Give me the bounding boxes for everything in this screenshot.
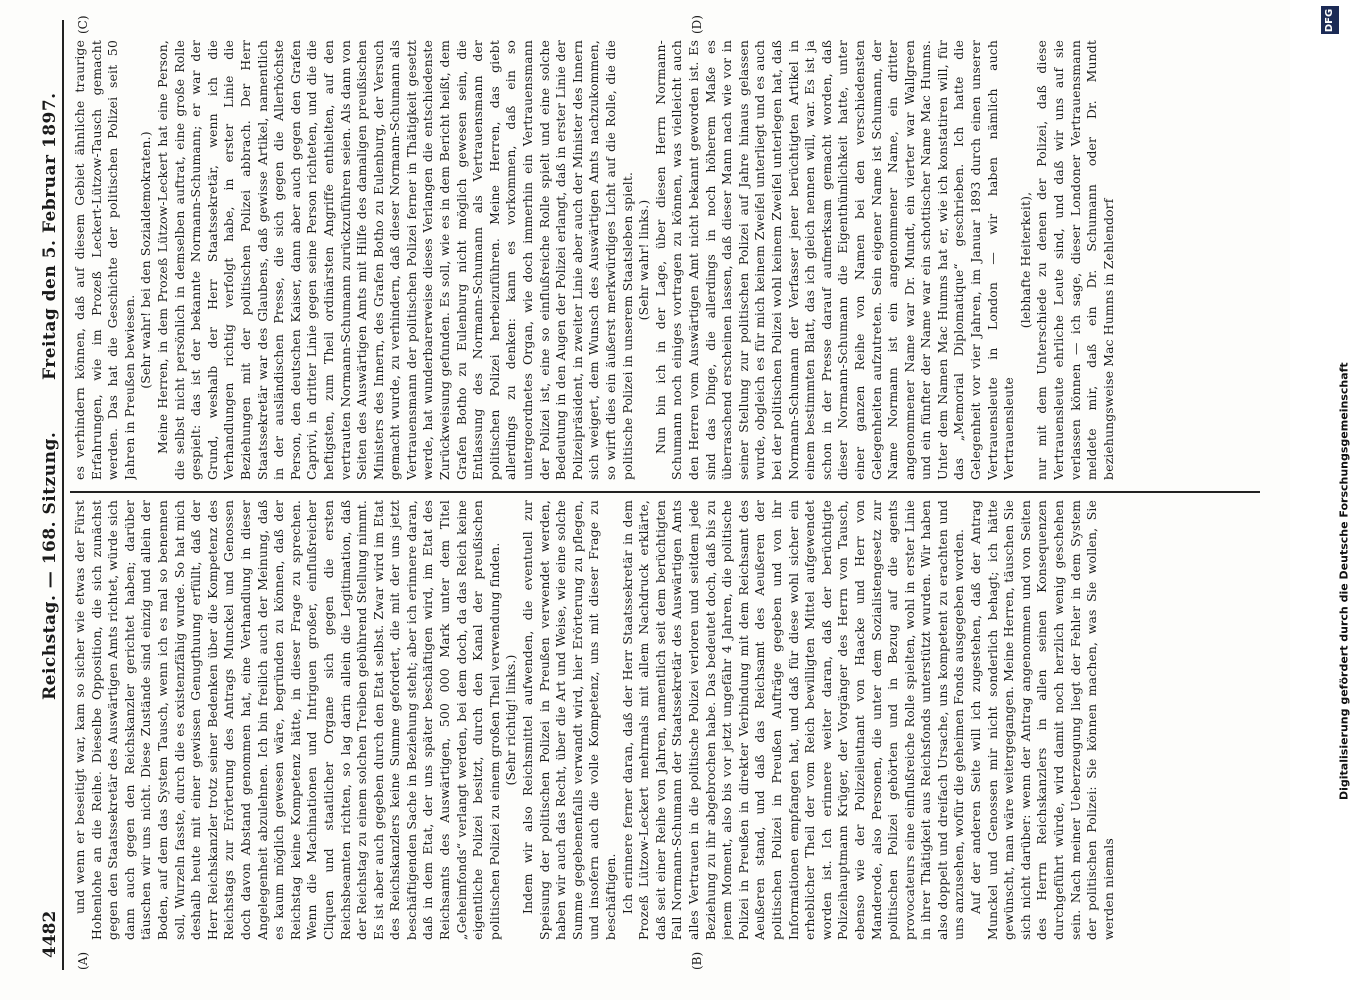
session-date: Freitag den 5. Februar 1897. bbox=[40, 92, 60, 380]
interjection: (lebhafte Heiterkeit), bbox=[1017, 191, 1033, 329]
paragraph: Ich erinnere ferner daran, daß der Herr Staatssekretär in dem Prozeß Lützow-Leckert mehrmals mit allem Nachdruck erklärte, daß seit einer Reihe von Jahren, namentlich seit dem berüchtigten Fall Normann-Schumann der Staatssekretär des Auswärtigen Amts alles Vertrauen in die politische Polizei verloren und seitdem jede Beziehung zu ihr abgebrochen habe. Das bedeutet doch, daß bis zu jenem Moment, also bis vor jetzt ungefähr 4 Jahren, die politische Polizei in Preußen in direkter Verbindung mit dem Reichsamt des Aeußeren stand, und daß das Reichsamt des Aeußeren der politischen Polizei in Preußen Aufträge gegeben und von ihr Informationen empfangen hat, und daß für diese wohl sicher ein erheblicher Theil der vom Reich bewilligten Mittel aufgewendet worden ist. Ich erinnere weiter daran, daß der berüchtigte Polizeihauptmann Krüger, der Vorgänger des Herrn von Tausch, ebenso wie der Polizeileutnant von Haacke und Herr von Manderode, also Personen, die unter dem Sozialistengesetz zur politischen Polizei gehörten und in Bezug auf die agents provocateurs eine einflußreiche Rolle spielten, wohl in erster Linie in ihrer Thätigkeit aus Reichsfonds unterstützt wurden. Wir haben also doppelt und dreifach Ursache, uns kompetent zu erachten und uns anzusehen, wofür die geheimen Fonds ausgegeben worden. bbox=[619, 500, 967, 940]
interjection: (Sehr richtig! links.) bbox=[503, 654, 519, 786]
header-rule bbox=[62, 20, 64, 970]
text-column-right bbox=[72, 40, 1252, 480]
page-header bbox=[30, 0, 70, 1000]
dfg-logo: DFG bbox=[1321, 6, 1339, 34]
session-title: Reichstag. — 168. Sitzung. bbox=[40, 431, 60, 700]
paragraph: Nun bin ich in der Lage, über diesen Herrn Normann-Schumann noch einiges vortragen zu können, was vielleicht auch den Herren vom Auswärtigen Amt nicht bekannt geworden ist. Es sind das Dinge, die allerdings in noch höherem Maße es überraschend erscheinen lassen, daß dieser Mann nach wie vor in seiner Stellung zur politischen Polizei auf Jahre hinaus gelassen wurde, obgleich es für mich keinem Zweifel unterliegt und es auch bei der politischen Polizei wohl keinem Zweifel unterlegen hat, daß Normann-Schumann der Verfasser jener berüchtigten Artikel in einem bestimmten Blatt, das ich gleich nennen will, war. Es ist ja schon in der Presse darauf aufmerksam gemacht worden, daß dieser Normann-Schumann die Eigenthümlichkeit hatte, unter einer ganzen Reihe von Namen bei den verschiedensten Gelegenheiten aufzutreten. Sein eigener Name ist Schumann, der Name Normann ist ein angenommener Name, ein dritter angenommener Name war Dr. Mundt, ein vierter war Wallgreen und ein fünfter der Name war ein schottischer Name Mac Humns. Unter dem Namen Mac Humns hat er, wie ich konstatiren will, für das „Memorial Diplomatique“ geschrieben. Ich hatte die Gelegenheit vor vier Jahren, im Januar 1893 durch einen unserer Vertrauensleute in London — wir haben nämlich auch Vertrauensleute bbox=[652, 40, 1017, 480]
paragraph: Auf der anderen Seite will ich zugestehen, daß der Antrag Munckel und Genossen mir nicht sonderlich behagt; ich hätte gewünscht, man wäre weitergegangen. Meine Herren, täuschen Sie sich nicht darüber: wenn der Antrag angenommen und von Seiten des Herrn Reichskanzlers in allen seinen Konsequenzen durchgeführt würde, wird damit noch herzlich wenig geschehen sein. Nach meiner Ueberzeugung liegt der Fehler in dem System der politischen Polizei: Sie können machen, was Sie wollen, Sie werden niemals bbox=[968, 500, 1116, 940]
text-column-left bbox=[72, 500, 1252, 940]
margin-marker-b: (B) bbox=[690, 951, 704, 970]
interjection: (Sehr wahr! bei den Sozialdemokraten.) bbox=[138, 131, 154, 389]
column-divider bbox=[70, 491, 1260, 493]
paragraph: Meine Herren, in dem Prozeß Lützow-Leckert hat eine Person, die selbst nicht persönlich in demselben auftrat, eine große Rolle gespielt: das ist der bekannte Normann-Schumann; er war der Grund, weshalb der Herr Staatssekretär, wenn ich die Verhandlungen richtig verfolgt habe, in erster Linie die Beziehungen mit der politischen Polizei abbrach. Der Herr Staatssekretär war des Glaubens, daß gewisse Artikel, namentlich in der ausländischen Presse, die sich gegen die Allerhöchste Person, den deutschen Kaiser, dann aber auch gegen den Grafen Caprivi, in dritter Linie gegen seine Person richteten, und die die heftigsten, zum Theil ordinärsten Angriffe enthielten, auf den vertrauten Normann-Schumann zurückzuführen seien. Als dann von Seiten des Auswärtigen Amts mit Hilfe des damaligen preußischen Ministers des Innern, des Grafen Botho zu Eulenburg, der Versuch gemacht wurde, zu verhindern, daß dieser Normann-Schumann als Vertrauensmann der politischen Polizei ferner in Thätigkeit gesetzt werde, hat wunderbarerweise dieses Verlangen die entschiedenste Zurückweisung gefunden. Es soll, wie es in dem Bericht heißt, dem Grafen Botho zu Eulenburg nicht möglich gewesen sein, die Entlassung des Normann-Schumann als Vertrauensmann der politischen Polizei herbeizuführen. Meine Herren, das giebt allerdings zu denken: kann es vorkommen, daß ein so untergeordnetes Organ, wie doch immerhin ein Vertrauensmann der Polizei ist, eine so einflußreiche Rolle spielt und eine solche Bedeutung in den Augen der Polizei erlangt, daß in erster Linie der Polizeipräsident, in zweiter Linie aber auch der Minister des Innern sich weigert, dem Wunsch des Auswärtigen Amts nachzukommen, so wirft dies ein äußerst merkwürdiges Licht auf die Rolle, die die politische Polizei in unserem Staatsleben spielt. bbox=[154, 40, 635, 480]
paragraph: und wenn er beseitigt war, kam so sicher wie etwas der Fürst Hohenlohe an die Reihe. Dieselbe Opposition, die sich zunächst gegen den Staatssekretär des Auswärtigen Amts richtet, würde sich dann auch gegen den Reichskanzler gerichtet haben; darüber täuschen wir uns nicht. Diese Zustände sind einzig und allein der Boden, auf dem das System Tausch, wenn ich es mal so benennen soll, Wurzeln fasste, durch die es existenzfähig wurde. So hat mich deshalb heute mit einer gewissen Genugthuung erfüllt, daß der Herr Reichskanzler trotz seiner Bedenken über die Kompetenz des Reichstags zur Erörterung des Antrags Munckel und Genossen doch davon Abstand genommen hat, eine Verhandlung in dieser Angelegenheit abzulehnen. Ich bin freilich auch der Meinung, daß es kaum möglich gewesen wäre, begründen zu können, daß der Reichstag keine Kompetenz hätte, in dieser Frage zu sprechen. Wenn die Machinationen und Intriguen großer, einflußreicher Cliquen und staatlicher Organe sich gegen die ersten Reichsbeamten richten, so lag darin allein die Legitimation, daß der Reichstag zu einem solchen Treiben gebührend Stellung nimmt. Es ist aber auch gegeben durch den Etat selbst. Zwar wird im Etat des Reichskanzlers keine Summe gefordert, die mit der uns jetzt beschäftigenden Sache in Beziehung steht; aber ich erinnere daran, daß in dem Etat, der uns später beschäftigen wird, im Etat des Reichsamts des Auswärtigen, 500 000 Mark unter dem Titel „Geheimfonds“ verlangt werden, bei dem doch, da das Reich keine eigentliche Polizei besitzt, durch den Kanal der preußischen politischen Polizei zu einem großen Theil verwendung finden. bbox=[72, 500, 502, 940]
paragraph: es verhindern können, daß auf diesem Gebiet ähnliche traurige Erfahrungen, wie im Prozeß Leckert-Lützow-Tausch gemacht werden. Das hat die Geschichte der politischen Polizei seit 50 Jahren in Preußen bewiesen. bbox=[72, 40, 137, 480]
margin-marker-c: (C) bbox=[76, 15, 90, 34]
margin-marker-d: (D) bbox=[690, 15, 704, 34]
digitization-credit: Digitalisierung gefördert durch die Deutsche Forschungsgemeinschaft bbox=[1338, 362, 1351, 800]
margin-marker-a: (A) bbox=[76, 951, 90, 970]
page-number: 4482 bbox=[40, 910, 60, 958]
paragraph: nur mit dem Unterschiede zu denen der Polizei, daß diese Vertrauensleute ehrliche Leute sind, und daß wir uns auf sie verlassen können — ich sage, dieser Londoner Vertrauensmann meldete mir, daß ein Dr. Schumann oder Dr. Mundt beziehungsweise Mac Humns in Zehlendorf bbox=[1034, 40, 1116, 480]
interjection: (Sehr wahr! links.) bbox=[636, 199, 652, 321]
paragraph: Indem wir also Reichsmittel aufwenden, die eventuell zur Speisung der politischen Polizei in Preußen verwendet werden, haben wir auch das Recht, über die Art und Weise, wie eine solche Summe gegebenenfalls verwandt wird, hier Erörterung zu pflegen, und insofern auch die volle Kompetenz, uns mit dieser Frage zu beschäftigen. bbox=[520, 500, 618, 940]
digitization-credit-strip bbox=[1311, 0, 1351, 1000]
